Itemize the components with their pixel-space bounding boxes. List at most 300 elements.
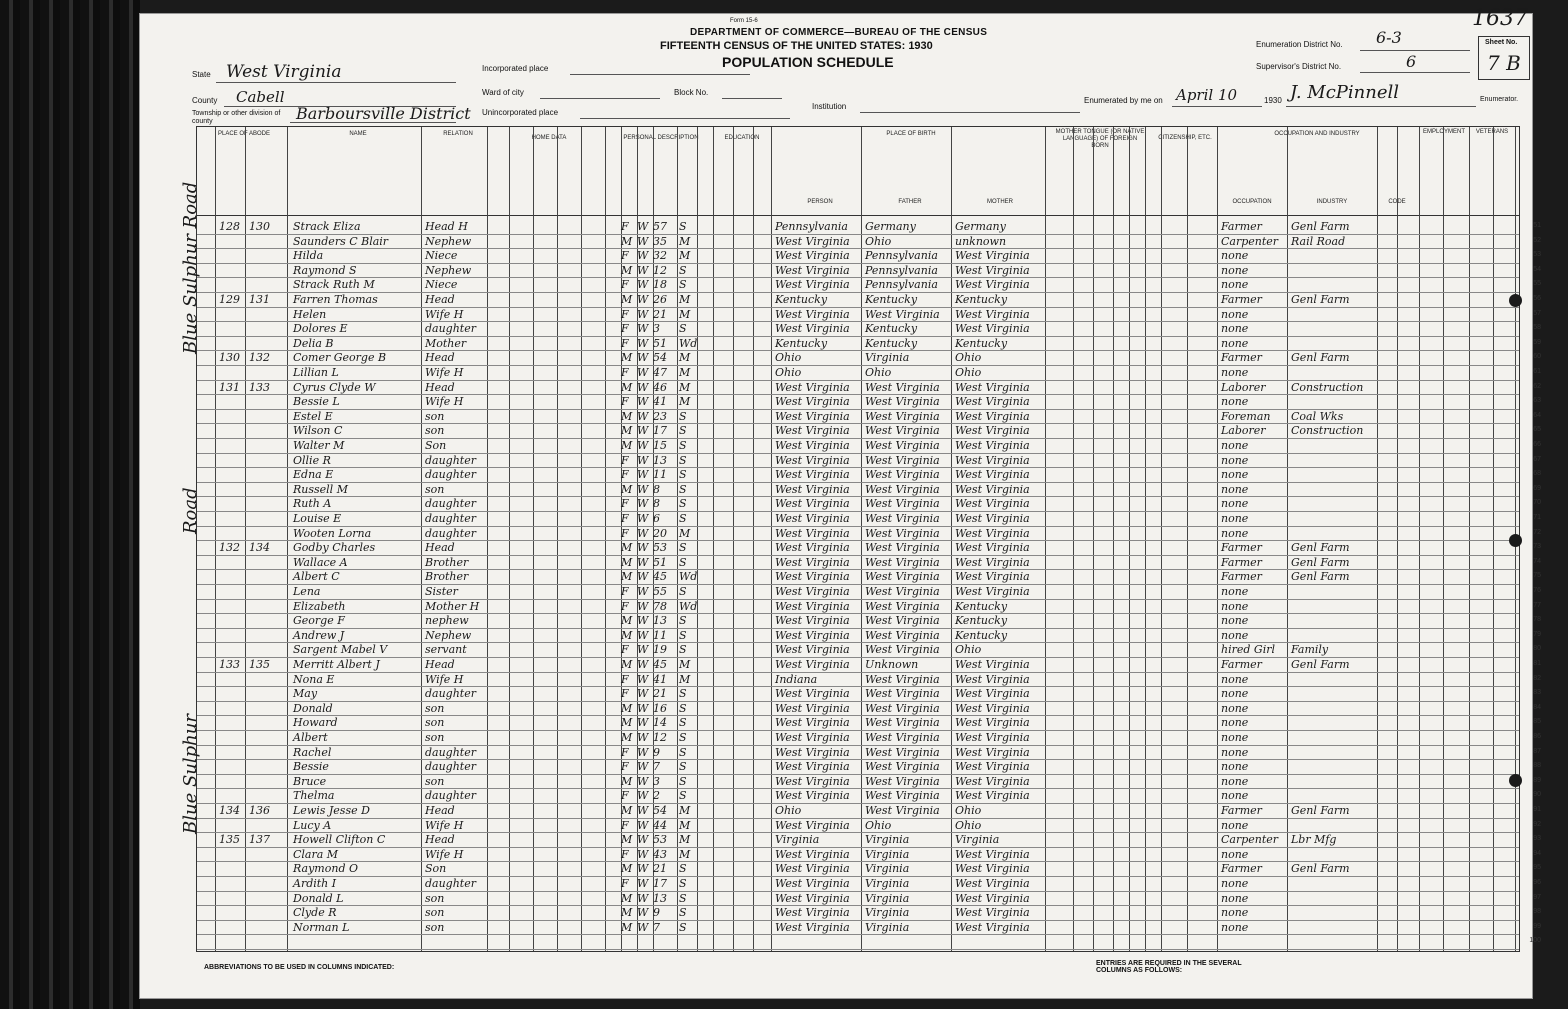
cell-mb: Ohio [955, 643, 982, 657]
cell-dw: 130 [219, 351, 240, 365]
cell-mar: M [679, 804, 691, 817]
cell-ind: Genl Farm [1291, 541, 1350, 555]
cell-pb: West Virginia [775, 920, 850, 934]
table-row [197, 628, 1541, 643]
cell-name: Donald [293, 701, 333, 715]
cell-mar: S [679, 906, 687, 920]
cell-mar: S [679, 760, 687, 774]
table-row [197, 613, 1541, 628]
cell-ind: Genl Farm [1291, 804, 1350, 817]
cell-race: W [637, 847, 649, 861]
cell-dw: 133 [219, 658, 240, 671]
cell-n: 95 [1533, 864, 1541, 872]
table-row [197, 876, 1541, 891]
cell-occ: none [1221, 453, 1249, 467]
cell-rel: daughter [425, 453, 476, 467]
cell-fb: West Virginia [865, 482, 940, 496]
table-row [197, 818, 1541, 833]
cell-fb: West Virginia [865, 687, 940, 701]
cell-name: Andrew J [293, 628, 345, 642]
cell-age: 53 [653, 833, 667, 847]
cell-sex: M [621, 424, 633, 438]
cell-age: 2 [653, 789, 660, 803]
cell-name: Cyrus Clyde W [293, 380, 376, 394]
cell-pb: West Virginia [775, 468, 850, 482]
cell-race: W [637, 599, 649, 613]
cell-rel: daughter [425, 789, 476, 803]
cell-fam: 130 [249, 220, 270, 233]
cell-pb: West Virginia [775, 628, 850, 642]
enumerated-year: 1930 [1264, 96, 1282, 105]
cell-occ: none [1221, 395, 1249, 409]
cell-occ: Farmer [1221, 541, 1262, 555]
cell-mb: West Virginia [955, 672, 1030, 686]
cell-mb: unknown [955, 234, 1007, 248]
table-row [197, 847, 1541, 862]
cell-n: 83 [1533, 689, 1541, 697]
cell-fb: West Virginia [865, 745, 940, 759]
cell-mb: Ohio [955, 818, 982, 832]
cell-pb: West Virginia [775, 906, 850, 920]
institution-label: Institution [812, 102, 847, 111]
cell-pb: West Virginia [775, 307, 850, 321]
col-group-personal: PERSONAL DESCRIPTION [623, 135, 699, 141]
cell-mar: M [679, 818, 691, 832]
cell-sex: F [621, 526, 629, 540]
table-row [197, 321, 1541, 336]
cell-sex: M [621, 906, 633, 920]
cell-rel: Mother H [425, 599, 480, 613]
cell-n: 100 [1529, 937, 1541, 945]
cell-age: 15 [653, 439, 667, 452]
cell-rel: Wife H [425, 395, 464, 409]
cell-mar: S [679, 877, 687, 890]
cell-race: W [637, 424, 649, 438]
cell-n: 84 [1533, 703, 1541, 711]
table-row [197, 745, 1541, 760]
cell-dw: 128 [219, 220, 240, 233]
cell-sex: F [621, 322, 629, 336]
cell-occ: none [1221, 526, 1249, 540]
cell-dw: 131 [219, 380, 240, 394]
cell-age: 78 [653, 599, 667, 613]
col-birth-person: PERSON [807, 199, 833, 205]
enumerated-date: April 10 [1176, 86, 1238, 104]
cell-n: 68 [1533, 470, 1541, 478]
cell-race: W [637, 628, 649, 642]
cell-name: Wooten Lorna [293, 526, 372, 540]
cell-age: 7 [653, 760, 660, 774]
cell-occ: none [1221, 701, 1249, 715]
cell-sex: M [621, 570, 633, 584]
cell-occ: none [1221, 366, 1249, 379]
cell-mb: West Virginia [955, 745, 1030, 759]
cell-sex: F [621, 249, 629, 263]
punch-hole [1509, 774, 1522, 787]
col-group-citizenship: CITIZENSHIP, ETC. [1158, 135, 1212, 141]
cell-mb: West Virginia [955, 512, 1030, 525]
cell-n: 71 [1533, 514, 1541, 521]
cell-rel: son [425, 424, 445, 438]
cell-mb: Ohio [955, 366, 982, 379]
cell-occ: Farmer [1221, 555, 1262, 569]
cell-mar: S [679, 920, 687, 934]
cell-rel: Head H [425, 220, 468, 233]
cell-rel: Head [425, 541, 455, 555]
cell-dw: 129 [219, 293, 240, 306]
cell-occ: none [1221, 322, 1249, 336]
cell-mb: West Virginia [955, 570, 1030, 584]
cell-age: 17 [653, 424, 667, 438]
township-label: Township or other division of county [192, 110, 281, 125]
cell-n: 55 [1533, 280, 1541, 288]
col-group-birthplace: PLACE OF BIRTH [886, 131, 936, 137]
unincorporated-label: Unincorporated place [482, 108, 559, 117]
cell-mar: S [679, 731, 687, 744]
table-row [197, 832, 1541, 847]
cell-rel: daughter [425, 468, 476, 482]
cell-mar: M [679, 234, 691, 248]
cell-n: 92 [1533, 820, 1541, 828]
cell-rel: son [425, 774, 445, 788]
cell-fam: 136 [249, 804, 270, 817]
cell-fam: 134 [249, 541, 270, 555]
cell-n: 70 [1533, 499, 1541, 507]
cell-occ: Farmer [1221, 293, 1262, 306]
cell-occ: none [1221, 716, 1249, 730]
cell-fb: Virginia [865, 920, 910, 934]
cell-mb: West Virginia [955, 658, 1030, 671]
cell-name: Russell M [293, 482, 348, 496]
cell-age: 55 [653, 585, 667, 598]
cell-race: W [637, 614, 649, 628]
table-row [197, 234, 1541, 249]
cell-occ: none [1221, 877, 1249, 890]
cell-rel: daughter [425, 526, 476, 540]
county-label: County [192, 96, 218, 105]
cell-fb: West Virginia [865, 804, 940, 817]
cell-occ: none [1221, 672, 1249, 686]
cell-fb: West Virginia [865, 555, 940, 569]
cell-race: W [637, 439, 649, 452]
cell-pb: West Virginia [775, 541, 850, 555]
cell-occ: Farmer [1221, 220, 1262, 233]
cell-mb: Germany [955, 220, 1006, 233]
cell-mb: West Virginia [955, 395, 1030, 409]
cell-mb: West Virginia [955, 322, 1030, 336]
cell-mb: Ohio [955, 804, 982, 817]
cell-sex: M [621, 541, 633, 555]
cell-sex: F [621, 745, 629, 759]
cell-n: 67 [1533, 455, 1541, 463]
cell-sex: M [621, 293, 633, 306]
col-occupation: OCCUPATION [1232, 199, 1272, 205]
cell-occ: none [1221, 468, 1249, 482]
cell-fb: West Virginia [865, 628, 940, 642]
table-row [197, 934, 1541, 949]
sheet-label: Sheet No. [1485, 39, 1518, 46]
cell-ind: Genl Farm [1291, 555, 1350, 569]
cell-name: Louise E [293, 512, 342, 525]
table-row [197, 336, 1541, 351]
cell-rel: Wife H [425, 818, 464, 832]
cell-fb: Virginia [865, 862, 910, 876]
cell-mar: S [679, 482, 687, 496]
cell-fb: Virginia [865, 833, 910, 847]
table-header [197, 127, 1519, 216]
cell-mb: West Virginia [955, 687, 1030, 701]
cell-fb: West Virginia [865, 526, 940, 540]
cell-n: 59 [1533, 338, 1541, 346]
cell-name: Helen [293, 307, 327, 321]
cell-race: W [637, 380, 649, 394]
side-label-road-3: Blue Sulphur [180, 714, 201, 834]
cell-race: W [637, 322, 649, 336]
col-group-home: HOME DATA [531, 135, 567, 141]
cell-fb: Kentucky [865, 336, 918, 350]
cell-name: Elizabeth [293, 599, 346, 613]
cell-mar: S [679, 716, 687, 730]
cell-name: Edna E [293, 468, 334, 482]
cell-sex: M [621, 263, 633, 277]
cell-age: 43 [653, 847, 667, 861]
cell-fb: Virginia [865, 906, 910, 920]
cell-ind: Construction [1291, 424, 1364, 438]
cell-rel: Head [425, 804, 455, 817]
cell-n: 97 [1533, 893, 1541, 901]
cell-pb: West Virginia [775, 716, 850, 730]
cell-rel: nephew [425, 614, 469, 628]
cell-pb: Ohio [775, 351, 802, 365]
cell-n: 90 [1533, 791, 1541, 799]
cell-occ: Farmer [1221, 570, 1262, 584]
cell-occ: none [1221, 731, 1249, 744]
cell-fb: West Virginia [865, 672, 940, 686]
table-row [197, 642, 1541, 657]
schedule-title: POPULATION SCHEDULE [722, 54, 894, 70]
cell-race: W [637, 672, 649, 686]
enumerator-signature: J. McPinnell [1290, 82, 1399, 103]
cell-n: 51 [1533, 222, 1541, 229]
cell-sex: M [621, 234, 633, 248]
cell-mb: West Virginia [955, 906, 1030, 920]
col-birth-father: FATHER [898, 199, 922, 205]
cell-fb: West Virginia [865, 409, 940, 423]
cell-ind: Genl Farm [1291, 351, 1350, 365]
cell-occ: none [1221, 278, 1249, 292]
cell-sex: M [621, 614, 633, 628]
cell-fb: West Virginia [865, 731, 940, 744]
col-industry: INDUSTRY [1316, 199, 1348, 205]
cell-race: W [637, 453, 649, 467]
cell-ind: Genl Farm [1291, 220, 1350, 233]
cell-mb: West Virginia [955, 760, 1030, 774]
cell-name: Raymond S [293, 263, 357, 277]
cell-race: W [637, 774, 649, 788]
cell-pb: West Virginia [775, 453, 850, 467]
cell-race: W [637, 497, 649, 511]
cell-pb: West Virginia [775, 789, 850, 803]
cell-name: Estel E [293, 409, 333, 423]
cell-fb: West Virginia [865, 497, 940, 511]
cell-mar: S [679, 497, 687, 511]
cell-n: 82 [1533, 674, 1541, 682]
cell-rel: Niece [425, 249, 458, 263]
cell-race: W [637, 789, 649, 803]
cell-n: 78 [1533, 616, 1541, 624]
cell-occ: none [1221, 774, 1249, 788]
cell-pb: West Virginia [775, 424, 850, 438]
cell-mar: S [679, 468, 687, 482]
cell-rel: Head [425, 380, 455, 394]
cell-mar: S [679, 322, 687, 336]
cell-race: W [637, 833, 649, 847]
cell-age: 41 [653, 672, 667, 686]
cell-sex: F [621, 336, 629, 350]
cell-mb: Kentucky [955, 599, 1008, 613]
cell-mb: West Virginia [955, 249, 1030, 263]
cell-mb: Ohio [955, 351, 982, 365]
cell-mb: West Virginia [955, 380, 1030, 394]
cell-n: 85 [1533, 718, 1541, 726]
cell-fb: Pennsylvania [865, 278, 938, 292]
cell-pb: West Virginia [775, 774, 850, 788]
cell-rel: Nephew [425, 263, 472, 277]
cell-n: 52 [1533, 236, 1541, 244]
cell-age: 9 [653, 906, 660, 920]
cell-rel: son [425, 409, 445, 423]
cell-fb: West Virginia [865, 424, 940, 438]
cell-fb: West Virginia [865, 599, 940, 613]
cell-name: Delia B [293, 336, 334, 350]
cell-n: 58 [1533, 324, 1541, 332]
cell-name: Ruth A [293, 497, 332, 511]
cell-mar: Wd [679, 336, 698, 350]
cell-mb: Kentucky [955, 614, 1008, 628]
cell-rel: Mother [425, 336, 467, 350]
cell-sex: M [621, 380, 633, 394]
cell-occ: none [1221, 614, 1249, 628]
cell-fb: West Virginia [865, 468, 940, 482]
cell-sex: F [621, 847, 629, 861]
cell-ind: Genl Farm [1291, 658, 1350, 671]
cell-occ: none [1221, 307, 1249, 321]
cell-age: 45 [653, 658, 667, 671]
cell-mar: S [679, 774, 687, 788]
population-table [196, 126, 1541, 952]
footer-abbreviations: ABBREVIATIONS TO BE USED IN COLUMNS INDICATED: [204, 964, 395, 971]
cell-mar: Wd [679, 570, 698, 584]
table-row [197, 920, 1541, 935]
cell-age: 18 [653, 278, 667, 292]
cell-dw: 134 [219, 804, 240, 817]
cell-fam: 137 [249, 833, 270, 847]
cell-name: Clara M [293, 847, 339, 861]
cell-pb: West Virginia [775, 862, 850, 876]
cell-rel: Niece [425, 278, 458, 292]
cell-mar: S [679, 862, 687, 876]
cell-race: W [637, 336, 649, 350]
cell-mb: West Virginia [955, 701, 1030, 715]
cell-race: W [637, 687, 649, 701]
cell-n: 98 [1533, 908, 1541, 916]
cell-race: W [637, 658, 649, 671]
cell-race: W [637, 409, 649, 423]
cell-age: 14 [653, 716, 667, 730]
cell-mar: S [679, 424, 687, 438]
cell-fb: West Virginia [865, 585, 940, 598]
cell-name: Howell Clifton C [293, 833, 386, 847]
col-group-mother-tongue: MOTHER TONGUE (OR NATIVE LANGUAGE) OF FOREIGN BORN [1055, 129, 1145, 149]
cell-occ: none [1221, 336, 1249, 350]
cell-age: 11 [653, 468, 667, 482]
cell-name: Sargent Mabel V [293, 643, 388, 657]
cell-n: 53 [1533, 251, 1541, 259]
cell-n: 86 [1533, 733, 1541, 740]
cell-race: W [637, 731, 649, 744]
cell-n: 81 [1533, 660, 1541, 667]
cell-mar: S [679, 512, 687, 525]
cell-ind: Genl Farm [1291, 862, 1350, 876]
cell-mb: Kentucky [955, 293, 1008, 306]
cell-race: W [637, 468, 649, 482]
cell-ind: Lbr Mfg [1291, 833, 1337, 847]
cell-name: Albert [293, 731, 328, 744]
cell-n: 60 [1533, 353, 1541, 361]
table-row [197, 555, 1541, 570]
cell-age: 44 [653, 818, 667, 832]
cell-rel: Head [425, 293, 455, 306]
cell-age: 3 [653, 774, 660, 788]
cell-n: 94 [1533, 849, 1541, 857]
table-row [197, 482, 1541, 497]
cell-name: Hilda [293, 249, 324, 263]
cell-race: W [637, 249, 649, 263]
cell-pb: West Virginia [775, 526, 850, 540]
cell-age: 51 [653, 555, 667, 569]
cell-age: 21 [653, 862, 667, 876]
cell-mar: S [679, 614, 687, 628]
col-group-veterans: VETERANS [1475, 129, 1509, 135]
cell-age: 57 [653, 220, 667, 233]
side-label-road-2: Road [180, 487, 201, 534]
cell-name: Dolores E [293, 322, 348, 336]
cell-occ: none [1221, 745, 1249, 759]
cell-name: Bessie [293, 760, 329, 774]
cell-mar: Wd [679, 599, 698, 613]
cell-fam: 132 [249, 351, 270, 365]
cell-mar: M [679, 380, 691, 394]
table-row [197, 540, 1541, 555]
cell-pb: West Virginia [775, 249, 850, 263]
table-row [197, 759, 1541, 774]
cell-age: 19 [653, 643, 667, 657]
cell-rel: Wife H [425, 307, 464, 321]
cell-pb: West Virginia [775, 760, 850, 774]
table-row [197, 526, 1541, 541]
cell-n: 76 [1533, 587, 1541, 594]
cell-name: Lillian L [293, 366, 339, 379]
cell-mar: M [679, 395, 691, 409]
cell-mar: S [679, 453, 687, 467]
cell-rel: daughter [425, 512, 476, 525]
cell-fb: Kentucky [865, 293, 918, 306]
census-title: FIFTEENTH CENSUS OF THE UNITED STATES: 1930 [660, 40, 933, 52]
table-row [197, 584, 1541, 599]
cell-occ: none [1221, 585, 1249, 598]
cell-sex: F [621, 497, 629, 511]
cell-name: Bessie L [293, 395, 340, 409]
